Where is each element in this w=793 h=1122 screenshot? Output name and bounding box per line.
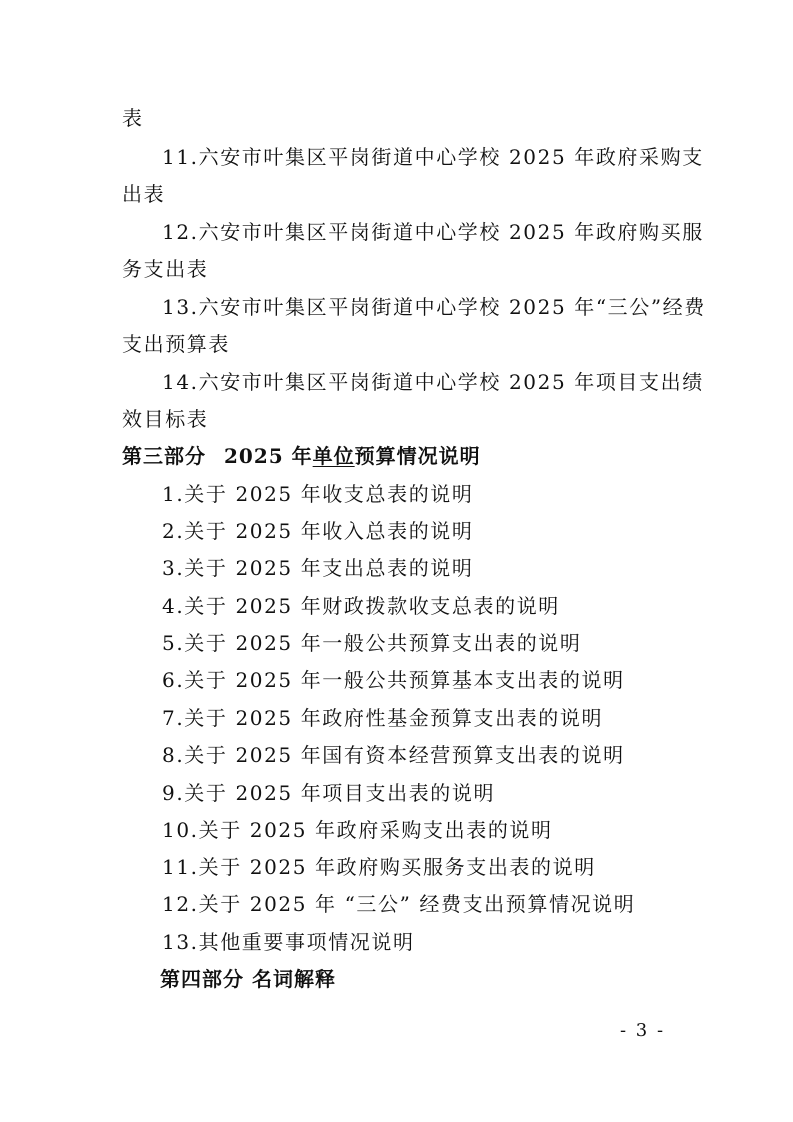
part3-item-13: 13.其他重要事项情况说明 (162, 930, 415, 954)
part3-title-pre: 2025 年 (224, 444, 313, 468)
toc-item-12-line2: 务支出表 (122, 257, 209, 281)
part3-item-9: 9.关于 2025 年项目支出表的说明 (162, 781, 496, 805)
part4-title: 名词解释 (252, 967, 336, 991)
part3-item-12: 12.关于 2025 年 “三公” 经费支出预算情况说明 (162, 892, 636, 916)
part3-item-10: 10.关于 2025 年政府采购支出表的说明 (162, 818, 553, 842)
toc-item-13-line2: 支出预算表 (122, 332, 230, 356)
page-number: - 3 - (620, 1020, 666, 1041)
part3-item-5: 5.关于 2025 年一般公共预算支出表的说明 (162, 631, 582, 655)
toc-item-12-line1: 12.六安市叶集区平岗街道中心学校 2025 年政府购买服 (162, 220, 704, 244)
part4-label: 第四部分 (160, 967, 244, 991)
part3-heading (122, 444, 481, 468)
part4-heading (160, 967, 336, 991)
part3-item-8: 8.关于 2025 年国有资本经营预算支出表的说明 (162, 743, 625, 767)
part3-title-underlined: 单位 (312, 444, 355, 468)
toc-item-11-line1: 11.六安市叶集区平岗街道中心学校 2025 年政府采购支 (162, 145, 704, 169)
toc-item-10-continuation: 表 (122, 106, 144, 130)
part3-item-7: 7.关于 2025 年政府性基金预算支出表的说明 (162, 706, 604, 730)
part3-item-2: 2.关于 2025 年收入总表的说明 (162, 519, 474, 543)
part3-item-6: 6.关于 2025 年一般公共预算基本支出表的说明 (162, 668, 625, 692)
toc-item-14-line1: 14.六安市叶集区平岗街道中心学校 2025 年项目支出绩 (162, 370, 704, 394)
part3-title-post: 预算情况说明 (354, 444, 481, 468)
toc-item-14-line2: 效目标表 (122, 407, 209, 431)
part3-item-11: 11.关于 2025 年政府购买服务支出表的说明 (162, 855, 596, 879)
part3-item-3: 3.关于 2025 年支出总表的说明 (162, 556, 474, 580)
toc-item-11-line2: 出表 (122, 182, 166, 206)
part3-label: 第三部分 (122, 444, 206, 468)
toc-item-13-line1: 13.六安市叶集区平岗街道中心学校 2025 年“三公”经费 (162, 295, 706, 319)
part3-item-4: 4.关于 2025 年财政拨款收支总表的说明 (162, 594, 560, 618)
part3-item-1: 1.关于 2025 年收支总表的说明 (162, 482, 474, 506)
